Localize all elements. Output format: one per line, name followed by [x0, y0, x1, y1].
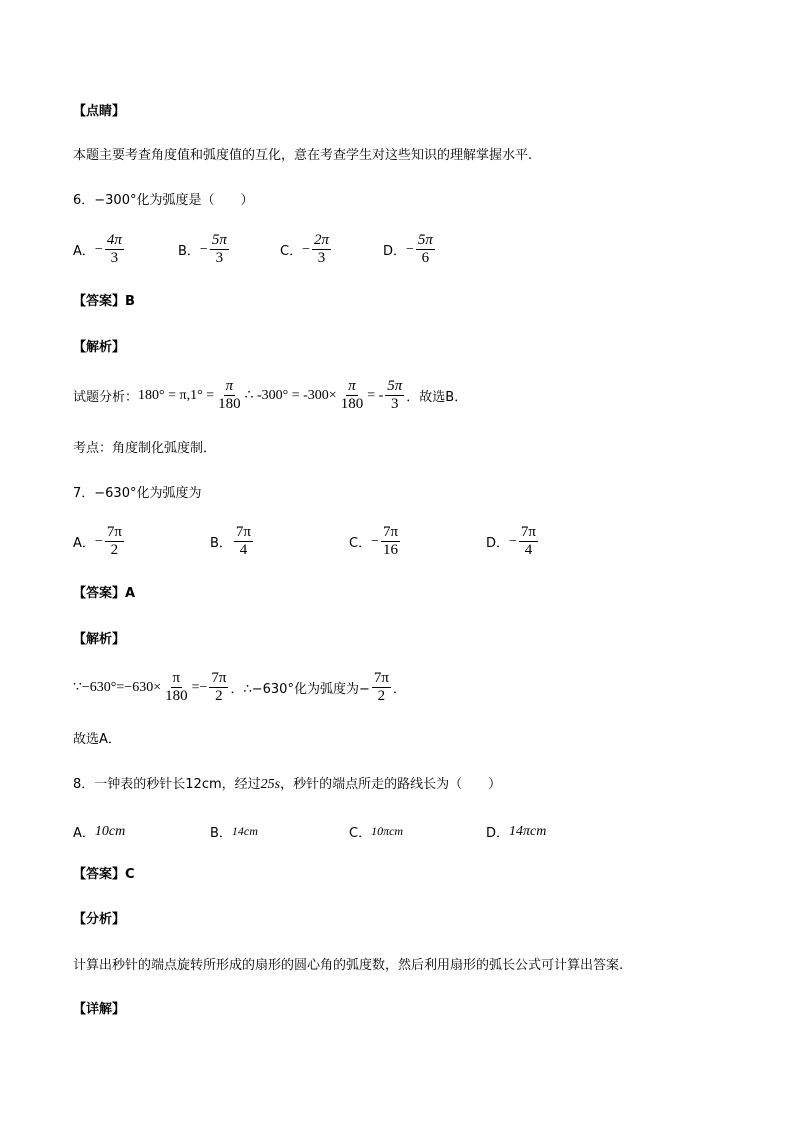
- option-label: C．: [349, 536, 372, 551]
- option-sign: −: [302, 241, 310, 257]
- analysis-suffix: ．故选B．: [406, 390, 468, 405]
- q7-option-b: [210, 524, 255, 559]
- fraction-numerator: π: [225, 378, 234, 394]
- option-label: B．: [178, 244, 200, 259]
- q7-option-a: [73, 524, 126, 559]
- q6-analysis: [73, 378, 467, 413]
- analysis-part3: = -: [367, 387, 384, 403]
- fraction-numerator: 2π: [313, 232, 329, 248]
- fraction-numerator: 7π: [373, 670, 389, 686]
- fraction-denominator: 6: [421, 250, 430, 266]
- analysis-suffix: ．: [392, 682, 406, 697]
- q6-option-d: [383, 232, 437, 267]
- q8-stem-end: ，秒针的端点所走的路线长为（ ）: [280, 777, 502, 792]
- analysis-part1: ∵−630°=−630×: [73, 680, 162, 695]
- fraction-denominator: 3: [391, 396, 399, 412]
- fraction-denominator: 180: [165, 688, 188, 704]
- option-fraction: [416, 232, 435, 267]
- fraction-denominator: 16: [383, 542, 399, 558]
- fraction-denominator: 180: [340, 396, 364, 412]
- option-value: 10πcm: [371, 824, 404, 838]
- analysis-part2: =−: [191, 679, 208, 695]
- option-label: B．: [210, 536, 232, 551]
- option-value: 14πcm: [509, 823, 547, 839]
- analysis-fraction-1: [163, 670, 190, 705]
- option-sign: −: [509, 533, 517, 549]
- option-sign: −: [94, 533, 103, 549]
- q7-analysis: [73, 670, 406, 705]
- q8-option-a: [73, 822, 125, 841]
- q8-stem-start: 8．一钟表的秒针长12cm，经过: [73, 777, 261, 792]
- option-sign: −: [406, 241, 414, 257]
- q6-stem: 6．−300°化为弧度是（ ）: [73, 193, 254, 208]
- q8-stem-duration: 25s: [260, 777, 281, 792]
- option-label: D．: [383, 244, 407, 259]
- option-label: D．: [486, 536, 510, 551]
- option-fraction: [105, 232, 124, 267]
- option-sign: −: [199, 241, 208, 257]
- q6-option-a: [73, 232, 126, 267]
- option-label: A．: [73, 826, 95, 841]
- q8-fenxi-heading: 【分析】: [73, 912, 126, 927]
- fraction-denominator: 4: [239, 542, 248, 558]
- fraction-numerator: π: [348, 378, 356, 394]
- fraction-numerator: 5π: [387, 378, 403, 394]
- fraction-denominator: 3: [317, 250, 326, 266]
- q8-option-c: [349, 822, 403, 841]
- analysis-fraction-3: [385, 378, 404, 413]
- option-label: B．: [210, 826, 232, 841]
- q6-option-c: [280, 232, 333, 267]
- option-fraction: [312, 232, 331, 267]
- q6-answer: 【答案】B: [73, 294, 135, 309]
- fraction-denominator: 2: [215, 688, 223, 704]
- fraction-denominator: 3: [215, 250, 224, 266]
- analysis-fraction-1: [216, 378, 243, 413]
- fraction-denominator: 3: [110, 250, 119, 266]
- option-value: 10cm: [94, 823, 126, 839]
- option-sign: −: [371, 533, 379, 549]
- analysis-fraction-2: [339, 378, 366, 413]
- option-fraction: [210, 232, 229, 267]
- q6-kaodian: 考点：角度制化弧度制．: [73, 441, 217, 456]
- option-fraction: [234, 524, 253, 559]
- fraction-numerator: π: [172, 670, 181, 686]
- q7-option-d: [486, 524, 540, 559]
- option-sign: −: [94, 241, 103, 257]
- analysis-part1: 180° = π,1° =: [138, 387, 215, 403]
- option-fraction: [105, 524, 124, 559]
- option-fraction: [519, 524, 538, 559]
- fraction-denominator: 2: [110, 542, 119, 558]
- q7-option-c: [349, 524, 402, 559]
- q6-option-b: [178, 232, 231, 267]
- option-value: 14cm: [231, 824, 258, 838]
- option-label: C．: [349, 826, 372, 841]
- q8-stem: [73, 777, 501, 793]
- q8-fenxi-text: 计算出秒针的端点旋转所形成的扇形的圆心角的弧度数，然后利用扇形的弧长公式可计算出答案.: [73, 958, 624, 973]
- fraction-numerator: 7π: [106, 524, 122, 540]
- option-label: A．: [73, 536, 95, 551]
- analysis-fraction-3: [372, 670, 391, 705]
- fraction-numerator: 5π: [417, 232, 433, 248]
- q7-conclusion: 故选A．: [73, 732, 121, 747]
- analysis-prefix: 试题分析：: [73, 390, 139, 405]
- q8-answer: 【答案】C: [73, 867, 135, 882]
- fraction-numerator: 4π: [106, 232, 122, 248]
- option-fraction: [381, 524, 400, 559]
- option-label: C．: [280, 244, 303, 259]
- q8-option-b: [210, 822, 258, 841]
- dianjing-heading: 【点睛】: [73, 104, 126, 119]
- q6-analysis-heading: 【解析】: [73, 340, 126, 355]
- fraction-numerator: 7π: [235, 524, 251, 540]
- fraction-numerator: 7π: [520, 524, 536, 540]
- fraction-denominator: 4: [524, 542, 533, 558]
- fraction-denominator: 2: [377, 688, 386, 704]
- fraction-numerator: 7π: [211, 670, 227, 686]
- fraction-denominator: 180: [218, 396, 241, 412]
- fraction-numerator: 7π: [382, 524, 399, 540]
- fraction-numerator: 5π: [211, 232, 227, 248]
- q8-xiangjie-heading: 【详解】: [73, 1002, 126, 1017]
- q7-answer: 【答案】A: [73, 586, 136, 601]
- dianjing-text: 本题主要考查角度值和弧度值的互化，意在考查学生对这些知识的理解掌握水平.: [73, 148, 533, 163]
- analysis-part3: ．∴−630°化为弧度为−: [230, 682, 370, 697]
- option-label: A．: [73, 244, 95, 259]
- analysis-fraction-2: [209, 670, 228, 705]
- q7-analysis-heading: 【解析】: [73, 632, 126, 647]
- q7-stem: 7．−630°化为弧度为: [73, 486, 202, 501]
- analysis-part2: ∴ -300° = -300×: [244, 388, 337, 403]
- option-label: D．: [486, 826, 510, 841]
- q8-option-d: [486, 822, 546, 841]
